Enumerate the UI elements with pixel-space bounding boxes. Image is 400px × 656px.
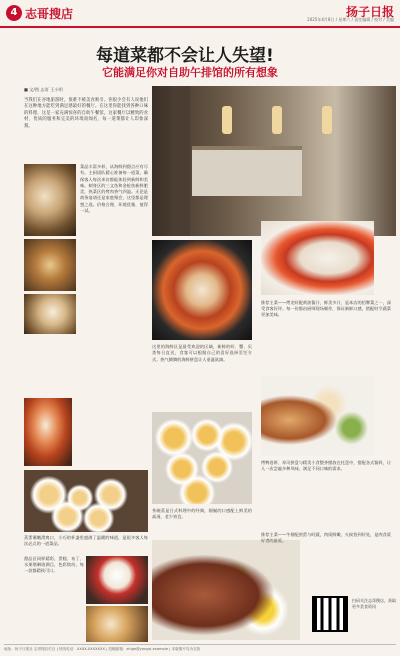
article-column-text: 菜品丰富多样，从海鲜到甜点应有尽有。主厨团队精心准备每一道菜，确保客人每次来访都能体验到新鲜和美味。刺身区的三文鱼和金枪鱼新鲜肥美，热菜区的烤肉香气四溢。无论是商务宴请还是家庭聚会，这里都是理想之选。价格合理、环境优雅，值得一试。: [80, 164, 148, 214]
photo-caption-chawanmushi: 茶碗蒸是日式料理中的经典，细腻的口感配上鲜美的高汤，老少皆宜。: [152, 508, 252, 520]
restaurant-interior-photo: [152, 86, 396, 236]
masthead: [0, 0, 400, 28]
lamp-shape: [222, 106, 232, 134]
steak-plate-photo: [152, 540, 300, 640]
section-number-badge: 4: [6, 5, 22, 21]
pillar-shape: [172, 86, 190, 236]
photo-caption-steak: 推荐主菜——牛排配煎蛋与时蔬，肉质鲜嫩、火候恰到好处，是肉食爱好者的最爱。: [261, 532, 391, 544]
seafood-platter-photo: [152, 240, 252, 340]
dessert-photo: [86, 556, 148, 604]
photo-caption-lobster: 推荐主菜——烤龙虾配黄油酱汁，鲜美多汁，是本店的招牌菜之一，深受食客好评。每一份都由厨师现场制作，保证新鲜口感，搭配时令蔬菜更加美味。: [261, 300, 391, 318]
lamp-shape: [322, 106, 332, 134]
article-headline: 每道菜都不会让人失望!: [96, 46, 274, 66]
article-dessert-text: 甜品区同样精彩，蛋糕、布丁、水果塔琳琅满目，色彩缤纷，每一款都精致可口。: [24, 556, 84, 574]
qr-code[interactable]: [312, 596, 348, 632]
food-photo-fried-dish: [24, 239, 76, 291]
photo-caption-tray: 烤鸭卷饼、寿司拼盘与精美小食整齐摆放在托盘中，搭配各式酱料，让人一次尝遍多种风味，满足不同口味的需求。: [261, 460, 391, 472]
chawanmushi-cups-photo: [152, 412, 252, 504]
food-photo-dumplings: [24, 164, 76, 236]
paper-logo: 扬子日报: [345, 5, 394, 19]
buffet-counter-shape: [192, 146, 302, 196]
qr-code-note: 扫码关注志哥搜店，获取更多美食资讯: [352, 598, 396, 609]
article-center-text: 这里的海鲜区是最受欢迎的区域，新鲜的虾、蟹、贝类每日直送，食客可以根据自己的喜好选择烹饪方式。热气腾腾的海鲜拼盘让人垂涎欲滴。: [152, 344, 252, 362]
pastry-tray-photo: [86, 606, 148, 642]
lamp-shape: [272, 106, 282, 134]
lobster-plate-photo: [261, 221, 374, 295]
page-footer: 地址：扬子日报社 志哥搜店栏目 | 热线电话：XXXX-XXXXXXX | 投稿邮箱：zhige@yangzi.example | 本版图片均为实拍: [4, 644, 396, 652]
duck-roll-tray-photo: [261, 376, 374, 456]
section-title: 志哥搜店: [25, 7, 74, 21]
photo-caption-custard: 蒸蛋羹嫩滑爽口，小巧的杯盏里盛满了温暖的味道，是很多客人每次必点的一道菜品。: [24, 535, 148, 547]
article-intro: 当我们在谷地旅游时，很难不被美食吸引。你很少会有人说他们在这种地方能吃到满足感最好的餐厅。在这里你能找到各种口味的料理，这是一家充满惊喜的自助午餐馆。这家餐厅以精致的食材、优质的服务和完美的环境而闻名，每一道菜都让人印象深刻。: [24, 98, 148, 129]
food-photo-pastry: [24, 294, 76, 334]
article-byline: ■ 文/图 志哥 王小明: [24, 87, 63, 92]
issue-date-line: 2025年4月8日 / 星期六 / 责任编辑 / 校对 / 美编: [307, 17, 394, 22]
shrimp-dish-photo: [24, 398, 72, 466]
article-subheadline: 它能满足你对自助午排馆的所有想象: [102, 66, 278, 79]
egg-custard-cups-photo: [24, 470, 148, 532]
